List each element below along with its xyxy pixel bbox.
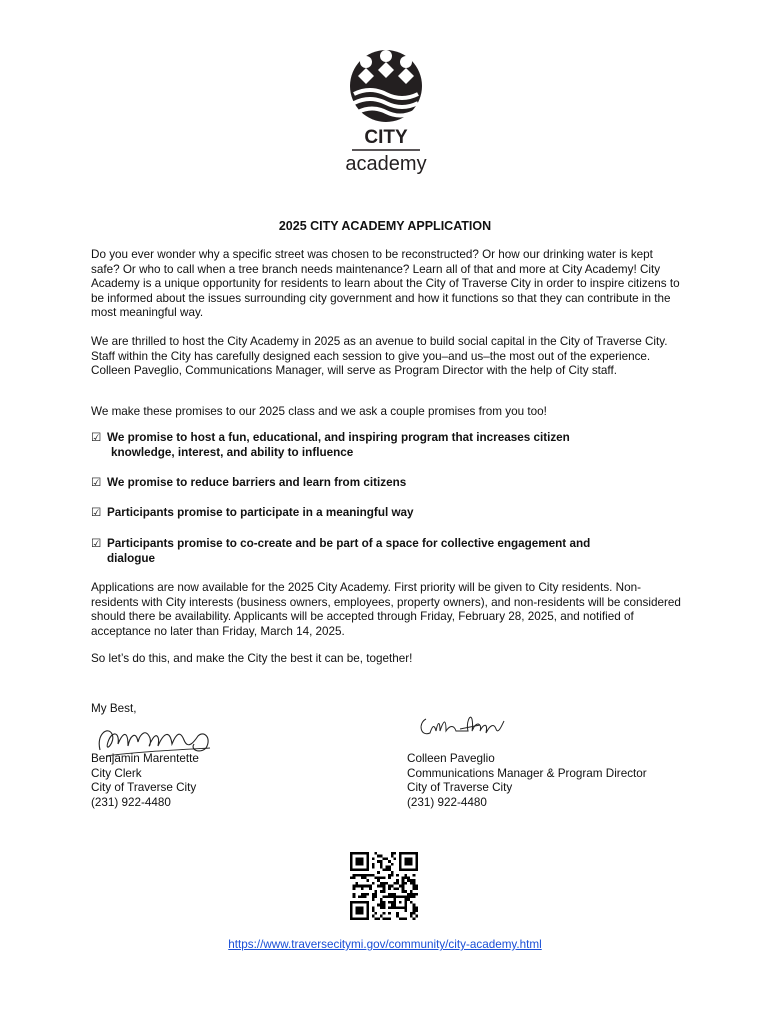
promise-item-1	[91, 431, 681, 460]
checkbox-icon: ☑	[91, 431, 102, 444]
qr-code	[350, 852, 418, 920]
paragraph-4: Applications are now available for the 2025 City Academy. First priority will be given to City residents. Non-residents with City interests (business owners, employees, property owners), and non-residents will be considered should there be availability. Applicants will be accepted through Friday, February 28, 2025, and notified of acceptance no later than Friday, March 14, 2025.	[91, 581, 681, 638]
signer-1-block	[91, 752, 199, 810]
logo-text-academy: academy	[345, 153, 427, 175]
promise-1-line2: knowledge, interest, and ability to influence	[111, 445, 354, 459]
document-title: 2025 CITY ACADEMY APPLICATION	[278, 219, 492, 233]
signer-2-phone: (231) 922-4480	[407, 795, 487, 809]
promise-4-line2: dialogue	[107, 551, 156, 565]
city-academy-logo	[336, 46, 436, 182]
checkbox-icon: ☑	[91, 506, 102, 519]
closing: My Best,	[91, 702, 137, 715]
signer-1-phone: (231) 922-4480	[91, 795, 171, 809]
signer-2-name: Colleen Paveglio	[407, 752, 495, 765]
checkbox-icon: ☑	[91, 476, 102, 489]
signer-1-name: Benjamin Marentette	[91, 752, 199, 765]
signer-1-title: City Clerk	[91, 766, 142, 780]
signature-colleen-paveglio	[416, 709, 508, 743]
promise-item-4	[91, 537, 681, 566]
signer-2-org: City of Traverse City	[407, 781, 513, 795]
signer-2-title: Communications Manager & Program Director	[407, 766, 647, 780]
signer-2-block	[407, 752, 647, 810]
signer-1-org: City of Traverse City	[91, 781, 197, 795]
paragraph-2: We are thrilled to host the City Academy in 2025 as an avenue to build social capital in the City of Traverse City. Staff within the City has carefully designed each session to give you–and us–the most out of the experience. Colleen Paveglio, Communications Manager, will serve as Program Director with the help of City staff.	[91, 335, 668, 378]
promise-4-line1: Participants promise to co-create and be part of a space for collective engagement and	[107, 537, 591, 550]
promise-2-line1: We promise to reduce barriers and learn from citizens	[107, 476, 407, 489]
intro-paragraph: Do you ever wonder why a specific street was chosen to be reconstructed? Or how our drinking water is kept safe? Or who to call when a tree branch needs maintenance? Learn all of that and more at City Academy! City Academy is a unique opportunity for residents to learn about the City of Traverse City in order to inspire citizens to be informed about the issues surrounding city government and how it functions so that they can contribute in the most meaningful way.	[91, 248, 680, 320]
promise-1-line1: We promise to host a fun, educational, and inspiring program that increases citizen	[107, 431, 570, 444]
logo-text-city: CITY	[364, 127, 408, 148]
promise-item-2	[91, 476, 681, 491]
paragraph-3: We make these promises to our 2025 class and we ask a couple promises from you too!	[91, 405, 547, 418]
academy-url-link[interactable]: https://www.traversecitymi.gov/community/city-academy.html	[228, 938, 542, 951]
paragraph-5: So let’s do this, and make the City the best it can be, together!	[91, 652, 413, 665]
promise-3-line1: Participants promise to participate in a meaningful way	[107, 506, 414, 519]
checkbox-icon: ☑	[91, 537, 102, 550]
promise-item-3	[91, 506, 681, 521]
